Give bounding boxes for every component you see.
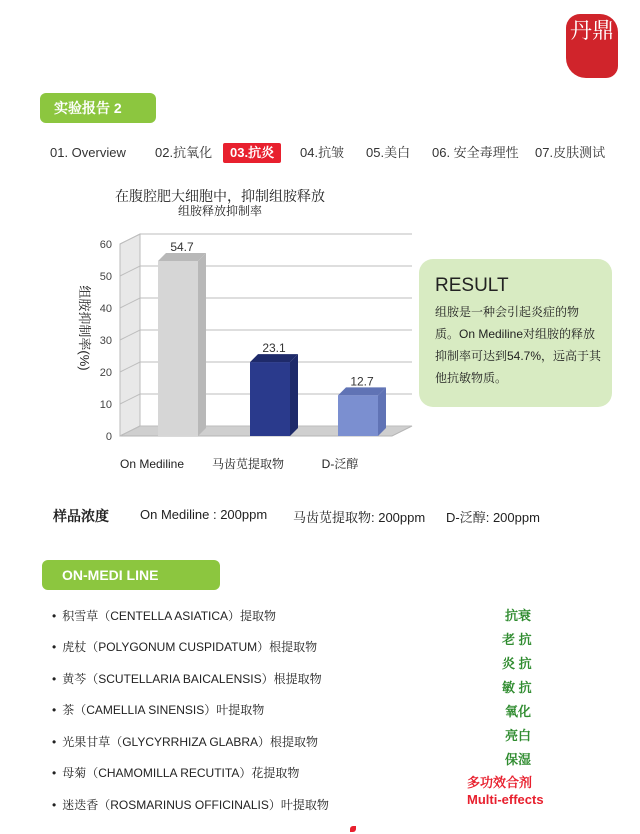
bar-top — [158, 253, 206, 261]
bar-top — [250, 354, 298, 362]
tab-skin-test[interactable]: 07.皮肤测试 — [535, 145, 606, 160]
ingredient-item: • 积雪草（CENTELLA ASIATICA）提取物 — [52, 607, 276, 624]
result-box — [419, 259, 612, 407]
effect-label: 氧化 — [505, 704, 532, 719]
ingredient-item: • 迷迭香（ROSMARINUS OFFICINALIS）叶提取物 — [52, 796, 329, 813]
x-tick-label: 马齿苋提取物 — [211, 457, 285, 471]
tab-anti-inflammatory[interactable]: 03.抗炎 — [223, 143, 281, 163]
concentration-item: D-泛醇: 200ppm — [446, 510, 540, 525]
result-heading: RESULT — [435, 275, 509, 296]
chart-title: 在腹腔肥大细胞中，抑制组胺释放 — [115, 188, 325, 204]
y-tick-label: 60 — [99, 239, 112, 251]
tab-whitening[interactable]: 05.美白 — [366, 145, 411, 160]
bar-side — [198, 253, 206, 436]
bar — [338, 395, 378, 436]
seal-text: 丹鼎 — [569, 19, 614, 44]
tab-overview[interactable]: 01. Overview — [50, 145, 126, 160]
effect-label: 炎 抗 — [502, 656, 532, 671]
section-title-line: ON-MEDI LINE — [42, 560, 220, 590]
bar-top — [338, 387, 386, 395]
section-title-report: 实验报告 2 — [40, 93, 156, 123]
bar — [250, 362, 290, 436]
multi-effects-en: Multi-effects — [467, 792, 544, 807]
data-label: 54.7 — [170, 239, 194, 254]
effect-label: 敏 抗 — [502, 680, 532, 695]
ingredient-item: • 茶（CAMELLIA SINENSIS）叶提取物 — [52, 701, 264, 718]
x-tick-label: On Mediline — [119, 457, 185, 471]
x-tick-label: D-泛醇 — [321, 457, 359, 471]
y-tick-label: 20 — [99, 367, 112, 379]
concentration-item: 马齿苋提取物: 200ppm — [293, 510, 426, 525]
gridline — [120, 234, 412, 244]
y-tick-label: 30 — [99, 335, 112, 347]
effect-label: 保湿 — [505, 752, 532, 767]
concentration-item: On Mediline : 200ppm — [140, 507, 268, 522]
tab-safety[interactable]: 06. 安全毒理性 — [432, 145, 519, 160]
ingredient-item: • 光果甘草（GLYCYRRHIZA GLABRA）根提取物 — [52, 733, 318, 750]
y-tick-label: 50 — [99, 271, 112, 283]
tab-antioxidant[interactable]: 02.抗氧化 — [155, 145, 213, 160]
ingredient-item: • 虎杖（POLYGONUM CUSPIDATUM）根提取物 — [52, 638, 317, 655]
data-label: 12.7 — [350, 374, 374, 389]
effect-label: 抗衰 — [505, 608, 532, 623]
multi-effects-cn: 多功效合剂 — [467, 775, 533, 790]
effect-label: 亮白 — [505, 728, 532, 743]
y-tick-label: 40 — [99, 303, 112, 315]
y-axis-title: 组胺抑制率(%) — [77, 285, 92, 371]
effect-label: 老 抗 — [502, 632, 532, 647]
bar — [158, 261, 198, 436]
ingredient-item: • 黄芩（SCUTELLARIA BAICALENSIS）根提取物 — [52, 670, 322, 687]
y-tick-label: 10 — [99, 399, 112, 411]
brand-seal-logo — [566, 14, 618, 78]
result-text: 组胺是一种会引起炎症的物质。On Mediline对组胺的释放抑制率可达到54.7%，远高于其他抗敏物质。 — [435, 305, 602, 385]
data-label: 23.1 — [262, 341, 286, 356]
concentration-label: 样品浓度 — [53, 508, 109, 524]
y-tick-label: 0 — [105, 431, 112, 443]
tab-anti-wrinkle[interactable]: 04.抗皱 — [300, 145, 345, 160]
decorative-mark — [350, 826, 356, 832]
bar-chart — [0, 0, 440, 480]
ingredient-item: • 母菊（CHAMOMILLA RECUTITA）花提取物 — [52, 764, 299, 781]
chart-subtitle: 组胺释放抑制率 — [177, 204, 262, 218]
bar-side — [290, 354, 298, 436]
bar-side — [378, 387, 386, 436]
